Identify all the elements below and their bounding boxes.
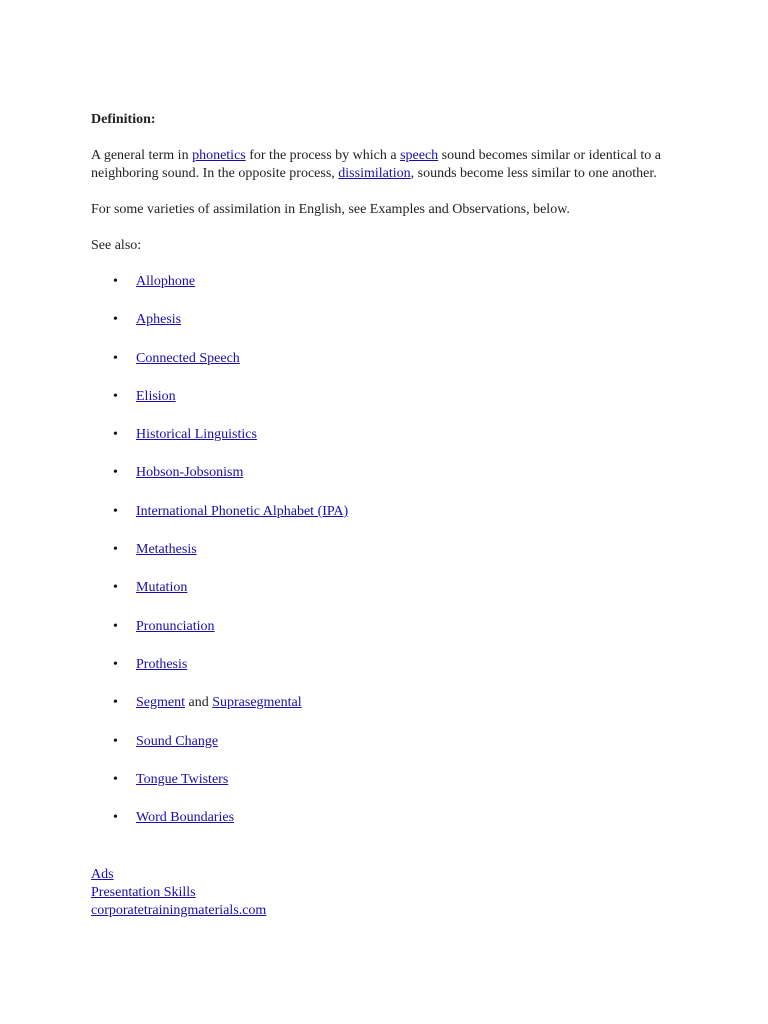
link-speech[interactable]: speech bbox=[400, 148, 439, 163]
definition-text-2: for the process by which a bbox=[245, 148, 401, 163]
definition-paragraph bbox=[91, 147, 691, 183]
bullet-icon: • bbox=[113, 274, 118, 289]
bullet-icon: • bbox=[113, 580, 118, 596]
see-also-label: See also: bbox=[91, 238, 142, 253]
list-item bbox=[91, 541, 691, 559]
link-allophone[interactable]: Allophone bbox=[136, 274, 196, 289]
ads-title-link[interactable]: Presentation Skills bbox=[91, 885, 196, 900]
link-mutation[interactable]: Mutation bbox=[136, 580, 188, 596]
ads-block bbox=[91, 866, 266, 920]
article-body bbox=[91, 111, 691, 847]
list-item bbox=[91, 733, 691, 751]
bullet-icon: • bbox=[113, 427, 118, 443]
list-item bbox=[91, 503, 691, 521]
see-also-list bbox=[91, 273, 691, 827]
link-tongue-twisters[interactable]: Tongue Twisters bbox=[136, 771, 229, 787]
definition-text-4: , sounds become less similar to one another. bbox=[410, 166, 657, 181]
link-suprasegmental[interactable]: Suprasegmental bbox=[212, 695, 302, 711]
list-item bbox=[91, 771, 691, 789]
bullet-icon: • bbox=[113, 388, 118, 404]
definition-text-1: A general term in bbox=[91, 148, 193, 163]
list-item bbox=[91, 388, 691, 406]
link-word-boundaries[interactable]: Word Boundaries bbox=[136, 810, 235, 826]
link-metathesis[interactable]: Metathesis bbox=[136, 542, 197, 558]
list-item bbox=[91, 579, 691, 597]
link-elision[interactable]: Elision bbox=[136, 388, 176, 404]
bullet-icon: • bbox=[113, 771, 118, 787]
definition-text-3: sound becomes similar or identical to a neighboring sound. In the opposite process, bbox=[91, 148, 661, 181]
bullet-icon: • bbox=[113, 733, 118, 749]
link-historical-linguistics[interactable]: Historical Linguistics bbox=[136, 427, 257, 443]
list-item bbox=[91, 350, 691, 368]
segment-connector: and bbox=[185, 695, 213, 711]
link-segment[interactable]: Segment bbox=[136, 695, 185, 711]
bullet-icon: • bbox=[113, 503, 118, 519]
list-item bbox=[91, 656, 691, 674]
list-item bbox=[91, 273, 691, 291]
link-prothesis[interactable]: Prothesis bbox=[136, 656, 188, 672]
link-ipa[interactable]: International Phonetic Alphabet (IPA) bbox=[136, 503, 349, 519]
ads-label-link[interactable]: Ads bbox=[91, 867, 114, 882]
ads-domain-link[interactable]: corporatetrainingmaterials.com bbox=[91, 903, 267, 918]
list-item bbox=[91, 464, 691, 482]
bullet-icon: • bbox=[113, 695, 118, 711]
bullet-icon: • bbox=[113, 465, 118, 481]
bullet-icon: • bbox=[113, 810, 118, 826]
link-hobson-jobsonism[interactable]: Hobson-Jobsonism bbox=[136, 465, 244, 481]
link-phonetics[interactable]: phonetics bbox=[192, 148, 246, 163]
list-item bbox=[91, 426, 691, 444]
bullet-icon: • bbox=[113, 542, 118, 558]
list-item bbox=[91, 694, 691, 712]
bullet-icon: • bbox=[113, 656, 118, 672]
list-item bbox=[91, 311, 691, 329]
list-item bbox=[91, 618, 691, 636]
list-item bbox=[91, 809, 691, 827]
bullet-icon: • bbox=[113, 350, 118, 366]
definition-heading: Definition: bbox=[91, 112, 156, 127]
bullet-icon: • bbox=[113, 618, 118, 634]
bullet-icon: • bbox=[113, 312, 118, 328]
link-aphesis[interactable]: Aphesis bbox=[136, 312, 182, 328]
link-dissimilation[interactable]: dissimilation bbox=[338, 166, 411, 181]
varieties-paragraph: For some varieties of assimilation in English, see Examples and Observations, below. bbox=[91, 202, 570, 217]
link-sound-change[interactable]: Sound Change bbox=[136, 733, 219, 749]
link-connected-speech[interactable]: Connected Speech bbox=[136, 350, 240, 366]
link-pronunciation[interactable]: Pronunciation bbox=[136, 618, 215, 634]
